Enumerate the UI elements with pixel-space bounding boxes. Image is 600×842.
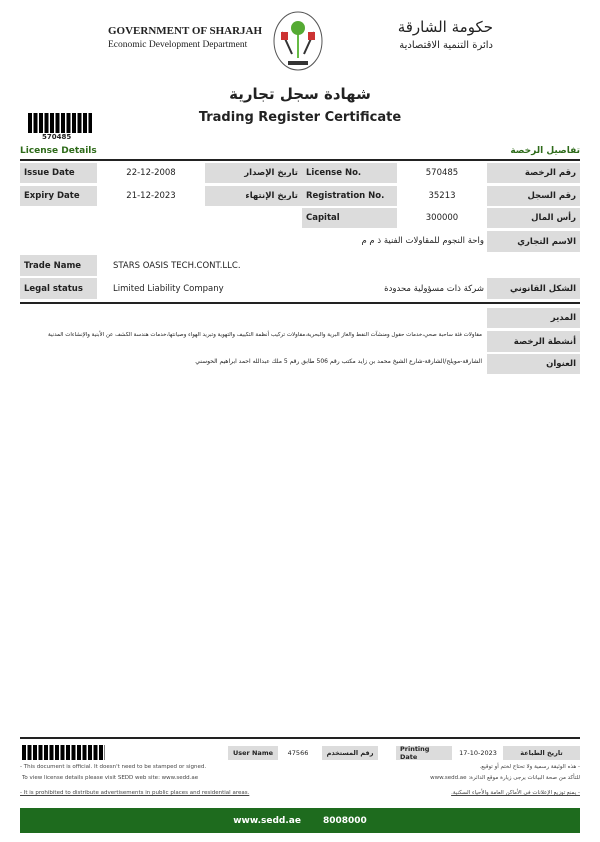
note-prohibited-ar: - يمنع توزيع الإعلانات في الأماكن العامة والأحياء السكنية. (451, 790, 580, 796)
note-prohibited-en: - It is prohibited to distribute advertisements in public places and residential areas. (20, 790, 250, 796)
capital-value: 300000 (425, 213, 459, 223)
registration-no-label: Registration No. (302, 186, 397, 206)
trade-name-value: STARS OASIS TECH.CONT.LLC. (113, 260, 241, 271)
section-title-ar: تفاصيل الرخصة (510, 146, 580, 156)
org-name-ar: حكومة الشارقة (397, 18, 493, 36)
expiry-date-value: 21-12-2023 (126, 191, 176, 201)
footer-contact-bar (20, 808, 580, 833)
website-link[interactable]: www.sedd.ae (233, 815, 301, 826)
legal-status-value: Limited Liability Company (113, 283, 224, 294)
section-title-en: License Details (20, 146, 97, 156)
user-name-value: 47566 (287, 749, 309, 757)
address-value: الشارقة-مويلح/الشارقة-شارع الشيخ محمد بن زايد مكتب رقم 506 طابق رقم 5 ملك عبدالله احمد ابراهيم الحوسني (195, 358, 482, 365)
divider (20, 159, 580, 161)
legal-status-label: Legal status (20, 278, 97, 299)
trade-name-label: Trade Name (20, 255, 97, 276)
user-name-label: User Name (228, 746, 278, 760)
license-no-label-ar: رقم الرخصة (487, 163, 580, 183)
expiry-date-label-ar: تاريخ الإنتهاء (205, 186, 302, 206)
dept-name-en: Economic Development Department (108, 40, 248, 50)
activities-value: مقاولات فئة ساحبة صحي،خدمات حقول ومنشآت النفط والغاز البرية والبحرية،مقاولات تركيب أنظمة التكييف والتهوية وتبريد الهواء وصيانتها،خدمات هندسة الكشف عن الأبنية والإنشاءات المدنية (48, 332, 482, 338)
printing-date-label-ar: تاريخ الطباعة (503, 746, 580, 760)
org-name-en: GOVERNMENT OF SHARJAH (108, 25, 263, 37)
dept-name-ar: دائرة التنمية الاقتصادية (399, 40, 493, 51)
address-label-ar: العنوان (487, 354, 580, 374)
footer-divider (20, 737, 580, 739)
issue-date-value: 22-12-2008 (126, 168, 176, 178)
footer-barcode (22, 745, 105, 760)
printing-date-label: Printing Date (396, 746, 452, 760)
issue-date-label-ar: تاريخ الإصدار (205, 163, 302, 183)
phone-number: 8008000 (322, 815, 367, 826)
legal-status-label-ar: الشكل القانوني (487, 278, 580, 299)
issue-date-label: Issue Date (20, 163, 97, 183)
trade-name-ar-value: واحة النجوم للمقاولات الفنية ذ م م (361, 236, 484, 246)
capital-label: Capital (302, 208, 397, 228)
note-official-en: - This document is official. It doesn't need to be stamped or signed. (20, 764, 207, 770)
license-no-value: 570485 (425, 168, 459, 178)
barcode (28, 113, 92, 133)
trade-name-label-ar: الاسم التجاري (487, 231, 580, 252)
sharjah-emblem-icon (272, 10, 324, 72)
manager-label-ar: المدير (487, 308, 580, 328)
note-visit-en: To view license details please visit SEDD web site: www.sedd.ae (22, 775, 199, 781)
registration-no-label-ar: رقم السجل (487, 186, 580, 206)
note-visit-ar: للتأكد من صحة البيانات يرجى زيارة موقع الدائرة: www.sedd.ae (430, 775, 580, 781)
expiry-date-label: Expiry Date (20, 186, 97, 206)
legal-status-value-ar: شركة ذات مسؤولية محدودة (384, 283, 484, 294)
user-name-label-ar: رقم المستخدم (322, 746, 378, 760)
registration-no-value: 35213 (428, 191, 456, 201)
barcode-number: 570485 (42, 133, 72, 141)
printing-date-value: 17-10-2023 (459, 749, 497, 757)
capital-label-ar: رأس المال (487, 208, 580, 228)
title-en: Trading Register Certificate (198, 110, 402, 125)
divider (20, 302, 580, 304)
license-no-label: License No. (302, 163, 397, 183)
note-official-ar: - هذه الوثيقة رسمية ولا تحتاج لختم أو توقيع. (479, 764, 580, 770)
title-ar: شهادة سجل تجارية (229, 85, 371, 103)
activities-label-ar: أنشطة الرخصة (487, 331, 580, 352)
